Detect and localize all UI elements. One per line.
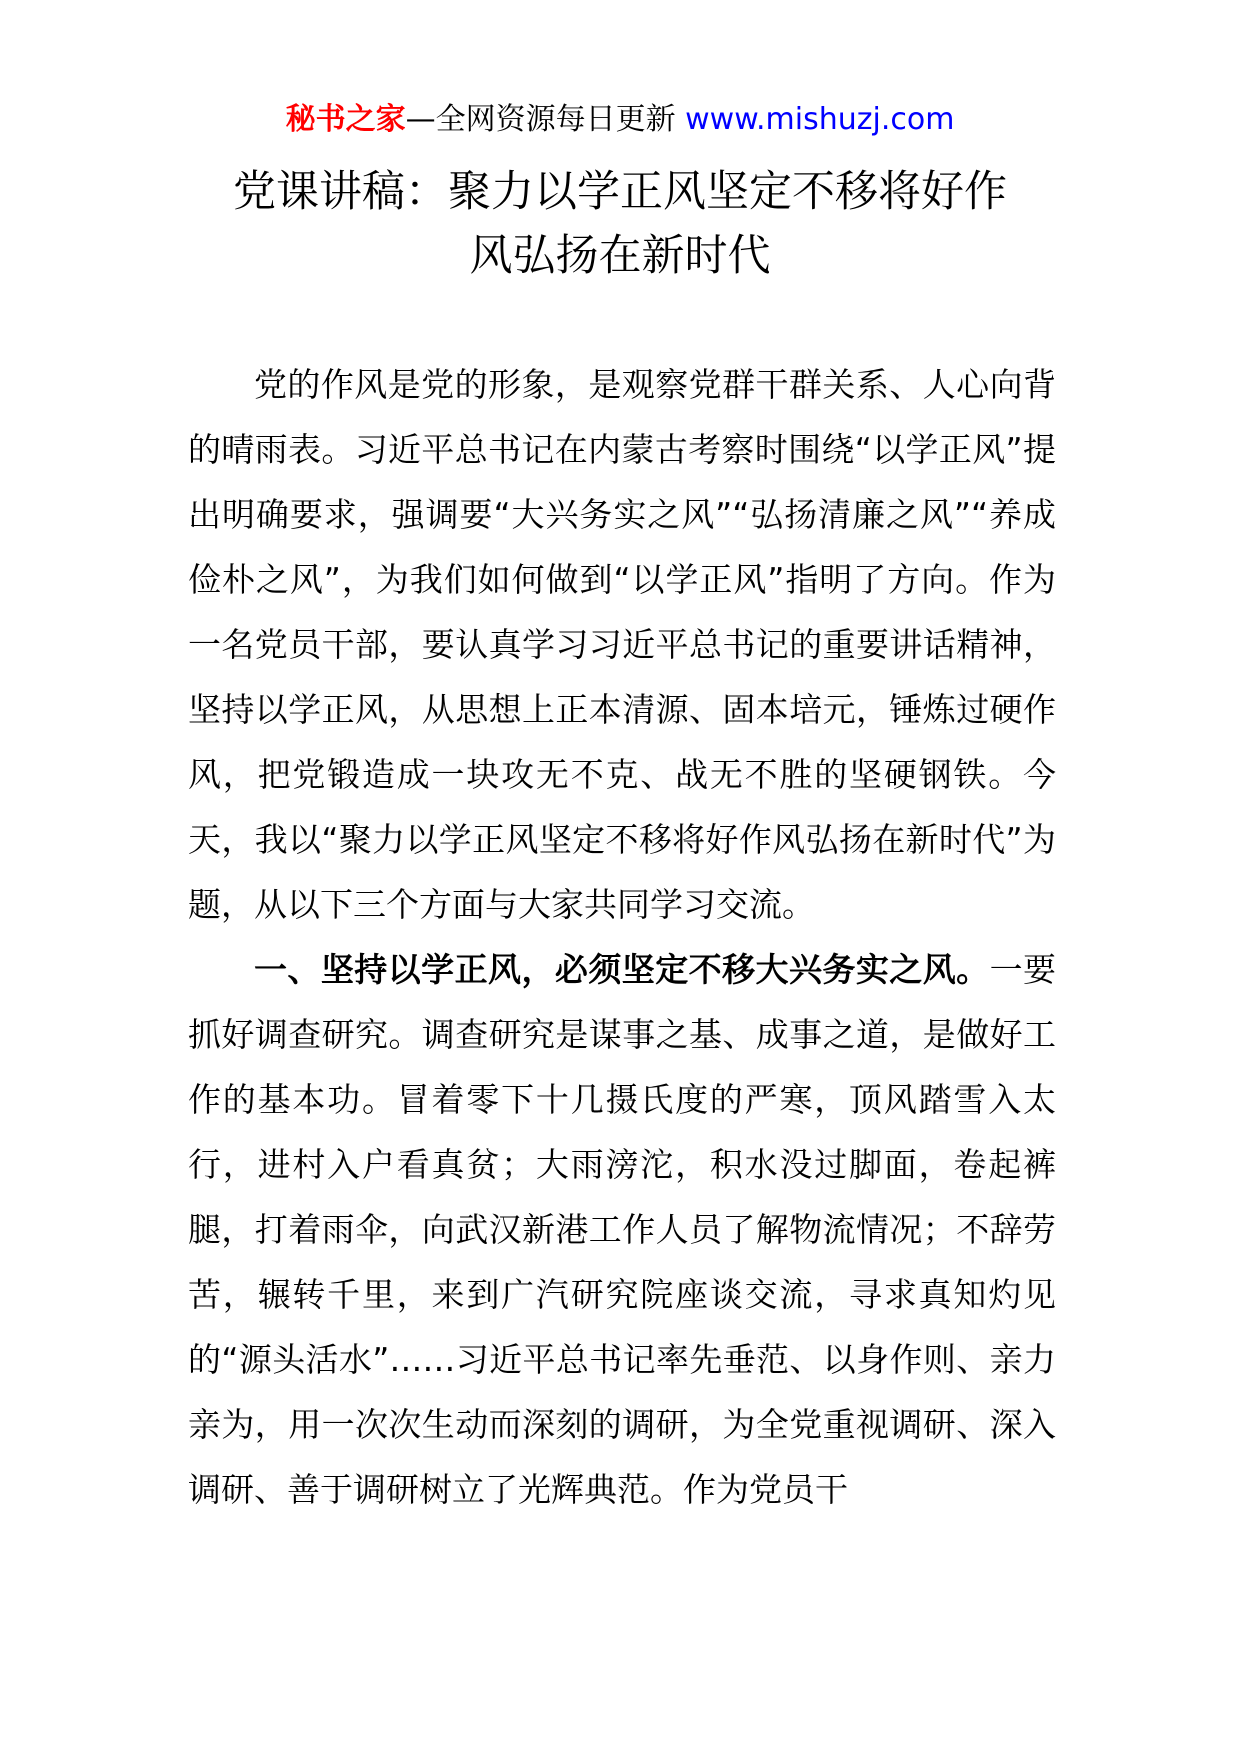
- section-1-text: 一要抓好调查研究。调查研究是谋事之基、成事之道，是做好工作的基本功。冒着零下十几摄氏度的严寒，顶风踏雪入太行，进村入户看真贫；大雨滂沱，积水没过脚面，卷起裤腿，打着雨伞，向武汉新港工作人员了解物流情况；不辞劳苦，辗转千里，来到广汽研究院座谈交流，寻求真知灼见的“源头活水”……习近平总书记率先垂范、以身作则、亲力亲为，用一次次生动而深刻的调研，为全党重视调研、深入调研、善于调研树立了光辉典范。作为党员干: [188, 950, 1057, 1509]
- title-line-1: 党课讲稿：聚力以学正风坚定不移将好作: [233, 167, 1007, 217]
- section-1-heading: 一、坚持以学正风，必须坚定不移大兴务实之风。: [254, 950, 990, 989]
- title-line-2: 风弘扬在新时代: [469, 231, 771, 281]
- paragraph-intro-text: 党的作风是党的形象，是观察党群干群关系、人心向背的晴雨表。习近平总书记在内蒙古考察时围绕“以学正风”提出明确要求，强调要“大兴务实之风”“弘扬清廉之风”“养成俭朴之风”，为我们如何做到“以学正风”指明了方向。作为一名党员干部，要认真学习习近平总书记的重要讲话精神，坚持以学正风，从思想上正本清源、固本培元，锤炼过硬作风，把党锻造成一块攻无不克、战无不胜的坚硬钢铁。今天，我以“聚力以学正风坚定不移将好作风弘扬在新时代”为题，从以下三个方面与大家共同学习交流。: [188, 365, 1056, 924]
- site-url-link[interactable]: www.mishuzj.com: [685, 102, 955, 137]
- paragraph-intro: [188, 352, 1056, 937]
- document-body: [188, 352, 1056, 1522]
- brand-name: 秘书之家: [285, 102, 406, 137]
- header-banner: [0, 100, 1240, 140]
- paragraph-section-1: [188, 937, 1056, 1522]
- document-title: [190, 160, 1050, 288]
- header-tagline: —全网资源每日更新: [405, 102, 676, 137]
